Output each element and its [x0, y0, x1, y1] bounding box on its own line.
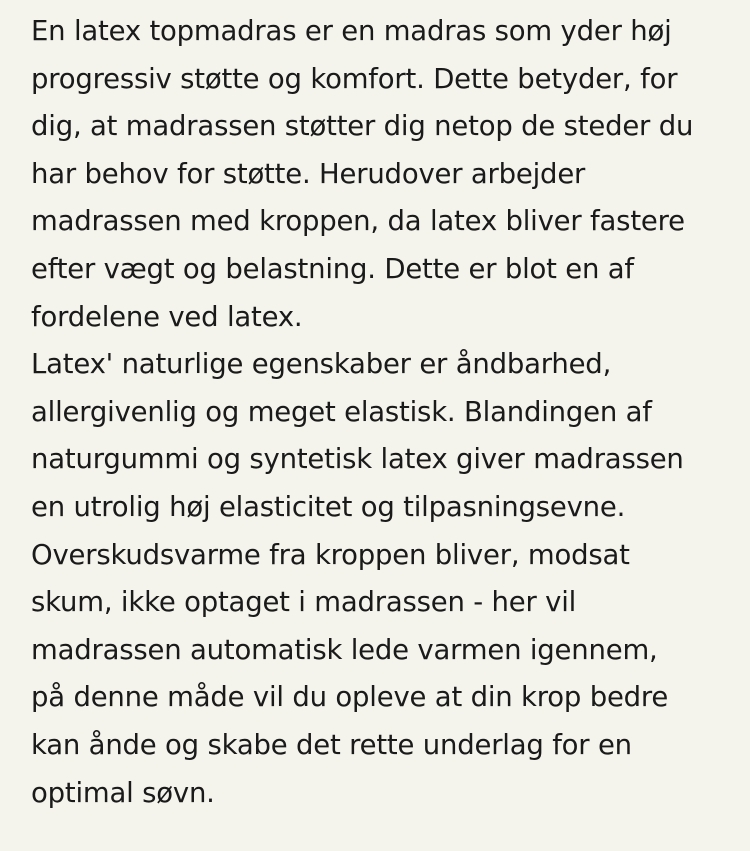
text-line: på denne måde vil du opleve at din krop bedre	[31, 681, 669, 714]
text-line: allergivenlig og meget elastisk. Blandingen af	[31, 395, 652, 428]
text-line: Latex' naturlige egenskaber er åndbarhed,	[31, 348, 612, 381]
text-line: en utrolig høj elasticitet og tilpasningsevne.	[31, 490, 626, 523]
text-line: madrassen automatisk lede varmen igennem,	[31, 633, 658, 666]
paragraph-latex-properties	[31, 341, 730, 817]
text-line: efter vægt og belastning. Dette er blot en af	[31, 252, 634, 285]
text-line: naturgummi og syntetisk latex giver madrassen	[31, 443, 684, 476]
text-line: progressiv støtte og komfort. Dette betyder, for	[31, 62, 678, 95]
text-line: Overskudsvarme fra kroppen bliver, modsat	[31, 538, 630, 571]
text-line: kan ånde og skabe det rette underlag for en	[31, 728, 632, 761]
text-line: madrassen med kroppen, da latex bliver fastere	[31, 205, 685, 238]
text-line: skum, ikke optaget i madrassen - her vil	[31, 586, 577, 619]
paragraph-latex-topmadras	[31, 8, 730, 341]
text-line: har behov for støtte. Herudover arbejder	[31, 157, 586, 190]
text-line: optimal søvn.	[31, 776, 215, 809]
text-line: fordelene ved latex.	[31, 300, 303, 333]
text-line: En latex topmadras er en madras som yder høj	[31, 15, 672, 47]
text-line: dig, at madrassen støtter dig netop de steder du	[31, 110, 694, 143]
